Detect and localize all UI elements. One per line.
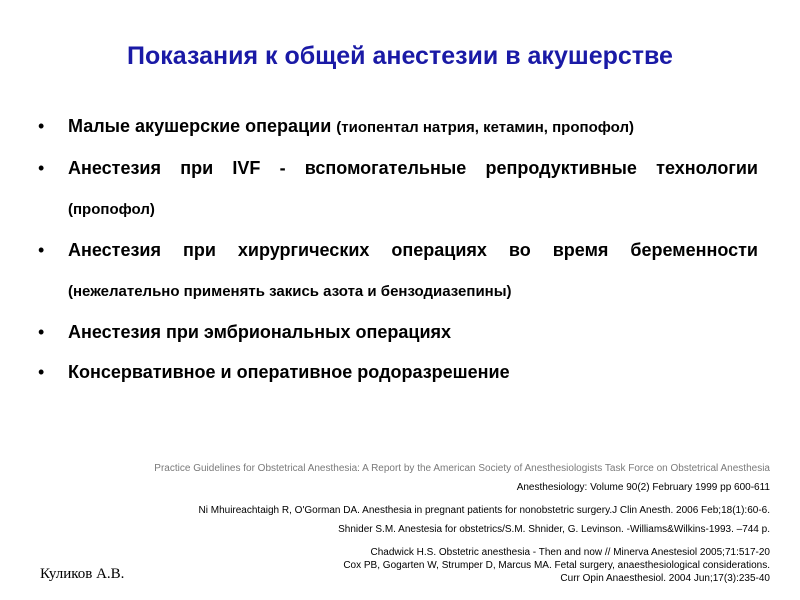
bullet-item bbox=[38, 312, 758, 352]
reference-item: Practice Guidelines for Obstetrical Anesthesia: A Report by the American Society of Anesthesiologists Task Force on Obstetrical Anesthesia bbox=[154, 463, 770, 474]
bullet-item bbox=[38, 148, 758, 230]
bullet-item bbox=[38, 230, 758, 312]
reference-item: Chadwick H.S. Obstetric anesthesia - Then and now // Minerva Anestesiol 2005;71:517-20 bbox=[370, 547, 770, 558]
bullet-main-text: Анестезия при хирургических операциях во время беременности bbox=[68, 240, 758, 260]
bullet-note: (нежелательно применять закись азота и бензодиазепины) bbox=[68, 283, 512, 300]
reference-item: Shnider S.M. Anestesia for obstetrics/S.M. Shnider, G. Levinson. -Williams&Wilkins-1993. –744 p. bbox=[338, 524, 770, 535]
bullet-list bbox=[38, 106, 758, 392]
bullet-dot: • bbox=[38, 158, 45, 178]
bullet-dot: • bbox=[38, 116, 45, 136]
bullet-note: (пропофол) bbox=[68, 201, 155, 218]
reference-item: Anesthesiology: Volume 90(2) February 1999 pp 600-611 bbox=[516, 482, 770, 493]
bullet-main-text: Анестезия при IVF - вспомогательные репродуктивные технологии bbox=[68, 158, 758, 178]
bullet-item bbox=[38, 352, 758, 392]
reference-item: Ni Mhuireachtaigh R, O'Gorman DA. Anesthesia in pregnant patients for nonobstetric surgery.J Clin Anesth. 2006 Feb;18(1):60-6. bbox=[198, 505, 770, 516]
bullet-note: (тиопентал натрия, кетамин, пропофол) bbox=[336, 119, 634, 136]
reference-item: Cox PB, Gogarten W, Strumper D, Marcus MA. Fetal surgery, anaesthesiological considerations. bbox=[343, 560, 770, 571]
bullet-dot: • bbox=[38, 322, 45, 342]
bullet-main-text: Консервативное и оперативное родоразрешение bbox=[68, 362, 510, 382]
author-name: Куликов А.В. bbox=[40, 566, 125, 582]
bullet-dot: • bbox=[38, 240, 45, 260]
bullet-main-text: Малые акушерские операции bbox=[68, 116, 332, 136]
bullet-item bbox=[38, 106, 758, 148]
references bbox=[100, 462, 770, 585]
bullet-main-text: Анестезия при эмбриональных операциях bbox=[68, 322, 452, 342]
bullet-dot: • bbox=[38, 362, 45, 382]
slide-title: Показания к общей анестезии в акушерстве bbox=[127, 42, 673, 70]
reference-item: Curr Opin Anaesthesiol. 2004 Jun;17(3):235-40 bbox=[560, 573, 770, 584]
